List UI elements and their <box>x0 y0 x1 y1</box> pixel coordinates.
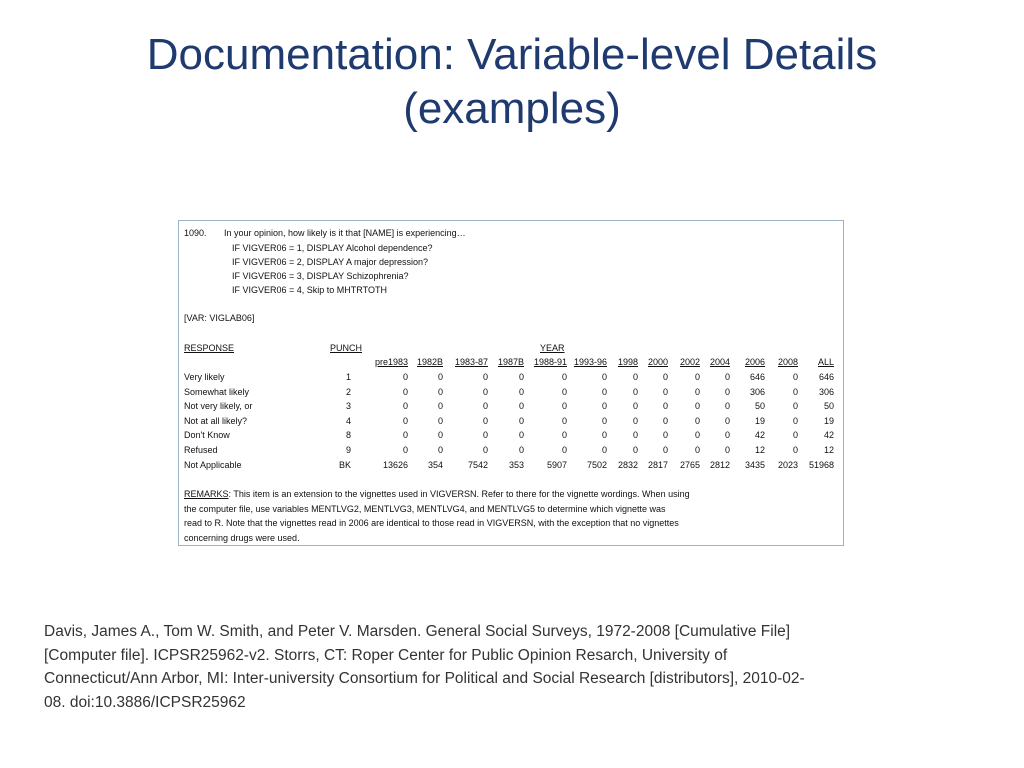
count-cell: 0 <box>601 386 607 397</box>
count-cell: 0 <box>482 401 488 412</box>
count-cell: 0 <box>662 386 668 397</box>
count-cell: 0 <box>437 386 443 397</box>
count-cell: 50 <box>823 401 834 412</box>
response-label: Refused <box>184 445 218 455</box>
punch-code: 8 <box>345 430 351 441</box>
year-column-header: 1998 <box>617 357 638 367</box>
count-cell: 0 <box>792 415 798 426</box>
count-cell: 0 <box>437 445 443 455</box>
count-cell: 0 <box>402 430 408 441</box>
count-cell: 0 <box>632 445 638 455</box>
count-cell: 0 <box>518 445 524 455</box>
count-cell: 646 <box>818 372 834 382</box>
slide-title-line-2: (examples) <box>403 84 621 133</box>
count-cell: 0 <box>632 430 638 441</box>
count-cell: 0 <box>792 401 798 412</box>
count-cell: 0 <box>561 401 567 412</box>
count-cell: 0 <box>482 372 488 382</box>
count-cell: 0 <box>561 415 567 426</box>
punch-code: BK <box>338 459 351 470</box>
count-cell: 354 <box>427 459 443 470</box>
count-cell: 0 <box>518 401 524 412</box>
response-label: Very likely <box>184 372 225 382</box>
punch-code: 2 <box>345 386 351 397</box>
count-cell: 0 <box>518 430 524 441</box>
codebook-excerpt <box>178 220 844 546</box>
count-cell: 7542 <box>467 459 488 470</box>
count-cell: 0 <box>402 372 408 382</box>
count-cell: 2023 <box>777 459 798 470</box>
punch-code: 4 <box>345 415 351 426</box>
remarks-text: : This item is an extension to the vignettes used in VIGVERSN. Refer to there for the vignette wordings. When using <box>228 489 690 499</box>
count-cell: 0 <box>518 415 524 426</box>
display-line: IF VIGVER06 = 4, Skip to MHTRTOTH <box>232 285 387 295</box>
count-cell: 2765 <box>679 459 700 470</box>
count-cell: 306 <box>749 386 765 397</box>
count-cell: 0 <box>792 430 798 441</box>
year-column-header: pre1983 <box>374 357 408 367</box>
count-cell: 51968 <box>808 459 834 470</box>
count-cell: 0 <box>662 430 668 441</box>
count-cell: 0 <box>437 401 443 412</box>
count-cell: 0 <box>518 386 524 397</box>
count-cell: 0 <box>724 415 730 426</box>
count-cell: 306 <box>818 386 834 397</box>
year-column-header: 2008 <box>777 357 798 367</box>
count-cell: 0 <box>694 430 700 441</box>
count-cell: 0 <box>482 386 488 397</box>
question-text: In your opinion, how likely is it that [NAME] is experiencing… <box>224 228 466 238</box>
count-cell: 19 <box>754 415 765 426</box>
count-cell: 0 <box>694 415 700 426</box>
count-cell: 50 <box>754 401 765 412</box>
punch-header: PUNCH <box>330 343 363 353</box>
remarks-label: REMARKS <box>184 489 229 499</box>
count-cell: 0 <box>792 372 798 382</box>
count-cell: 0 <box>518 372 524 382</box>
remarks-text: read to R. Note that the vignettes read in 2006 are identical to those read in VIGVERSN, with the exception that no vignettes <box>184 518 679 529</box>
year-header: YEAR <box>540 343 565 353</box>
remarks-text: the computer file, use variables MENTLVG2, MENTLVG3, MENTLVG4, and MENTLVG5 to determine which vignette was <box>184 503 666 514</box>
year-column-header: 1982B <box>416 357 443 367</box>
display-line: IF VIGVER06 = 3, DISPLAY Schizophrenia? <box>232 271 409 281</box>
count-cell: 0 <box>694 386 700 397</box>
count-cell: 0 <box>662 415 668 426</box>
response-label: Not Applicable <box>184 459 242 470</box>
count-cell: 0 <box>632 386 638 397</box>
year-column-header: 1993-96 <box>573 357 607 367</box>
remarks-text: concerning drugs were used. <box>184 532 300 543</box>
count-cell: 0 <box>632 415 638 426</box>
count-cell: 3435 <box>744 459 765 470</box>
count-cell: 0 <box>402 445 408 455</box>
year-column-header: 1987B <box>497 357 524 367</box>
count-cell: 2812 <box>709 459 730 470</box>
punch-code: 1 <box>345 372 351 382</box>
count-cell: 0 <box>601 430 607 441</box>
count-cell: 0 <box>662 445 668 455</box>
count-cell: 13626 <box>382 459 408 470</box>
count-cell: 5907 <box>546 459 567 470</box>
count-cell: 0 <box>724 401 730 412</box>
count-cell: 0 <box>724 430 730 441</box>
count-cell: 0 <box>601 415 607 426</box>
year-column-header: 1983-87 <box>454 357 488 367</box>
response-label: Not at all likely? <box>184 415 248 426</box>
count-cell: 12 <box>823 445 834 455</box>
count-cell: 0 <box>601 401 607 412</box>
count-cell: 0 <box>694 445 700 455</box>
count-cell: 0 <box>662 401 668 412</box>
count-cell: 353 <box>508 459 524 470</box>
citation-line: 08. doi:10.3886/ICPSR25962 <box>44 693 246 711</box>
count-cell: 0 <box>402 415 408 426</box>
question-number: 1090. <box>184 228 207 238</box>
response-label: Not very likely, or <box>184 401 253 412</box>
citation-line: Connecticut/Ann Arbor, MI: Inter-university Consortium for Political and Social Research [distributors], 2010-02- <box>44 670 805 687</box>
count-cell: 646 <box>749 372 765 382</box>
count-cell: 7502 <box>586 459 607 470</box>
count-cell: 0 <box>482 445 488 455</box>
citation-line: Davis, James A., Tom W. Smith, and Peter V. Marsden. General Social Surveys, 1972-2008 [Cumulative File] <box>44 623 791 640</box>
count-cell: 42 <box>823 430 834 441</box>
count-cell: 0 <box>561 445 567 455</box>
count-cell: 0 <box>601 372 607 382</box>
count-cell: 0 <box>561 430 567 441</box>
count-cell: 0 <box>601 445 607 455</box>
count-cell: 2832 <box>617 459 638 470</box>
count-cell: 0 <box>724 372 730 382</box>
slide-title <box>0 28 1024 136</box>
response-label: Somewhat likely <box>184 386 250 397</box>
year-column-header: 1988-91 <box>533 357 567 367</box>
punch-code: 3 <box>345 401 351 412</box>
count-cell: 0 <box>437 430 443 441</box>
count-cell: 0 <box>402 386 408 397</box>
count-cell: 12 <box>754 445 765 455</box>
count-cell: 0 <box>561 372 567 382</box>
display-line: IF VIGVER06 = 1, DISPLAY Alcohol dependence? <box>232 243 433 253</box>
slide-title-line-1: Documentation: Variable-level Details <box>146 30 878 79</box>
count-cell: 0 <box>561 386 567 397</box>
count-cell: 0 <box>724 445 730 455</box>
count-cell: 0 <box>724 386 730 397</box>
count-cell: 0 <box>632 372 638 382</box>
count-cell: 0 <box>694 401 700 412</box>
count-cell: 2817 <box>647 459 668 470</box>
citation-line: [Computer file]. ICPSR25962-v2. Storrs, CT: Roper Center for Public Opinion Resarch, University of <box>44 646 728 664</box>
count-cell: 42 <box>754 430 765 441</box>
count-cell: 0 <box>437 372 443 382</box>
count-cell: 0 <box>482 430 488 441</box>
year-column-header: 2000 <box>647 357 668 367</box>
count-cell: 0 <box>792 445 798 455</box>
citation <box>44 620 974 714</box>
year-column-header: ALL <box>817 357 834 367</box>
year-column-header: 2006 <box>744 357 765 367</box>
count-cell: 0 <box>402 401 408 412</box>
count-cell: 0 <box>694 372 700 382</box>
year-column-header: 2002 <box>679 357 700 367</box>
response-label: Don't Know <box>184 430 230 441</box>
response-header: RESPONSE <box>184 343 235 353</box>
punch-code: 9 <box>345 445 351 455</box>
variable-name: [VAR: VIGLAB06] <box>184 313 255 323</box>
remarks <box>184 487 784 545</box>
count-cell: 0 <box>662 372 668 382</box>
count-cell: 0 <box>632 401 638 412</box>
display-line: IF VIGVER06 = 2, DISPLAY A major depression? <box>232 257 429 267</box>
count-cell: 0 <box>482 415 488 426</box>
count-cell: 0 <box>437 415 443 426</box>
count-cell: 0 <box>792 386 798 397</box>
count-cell: 19 <box>823 415 834 426</box>
year-column-header: 2004 <box>709 357 730 367</box>
